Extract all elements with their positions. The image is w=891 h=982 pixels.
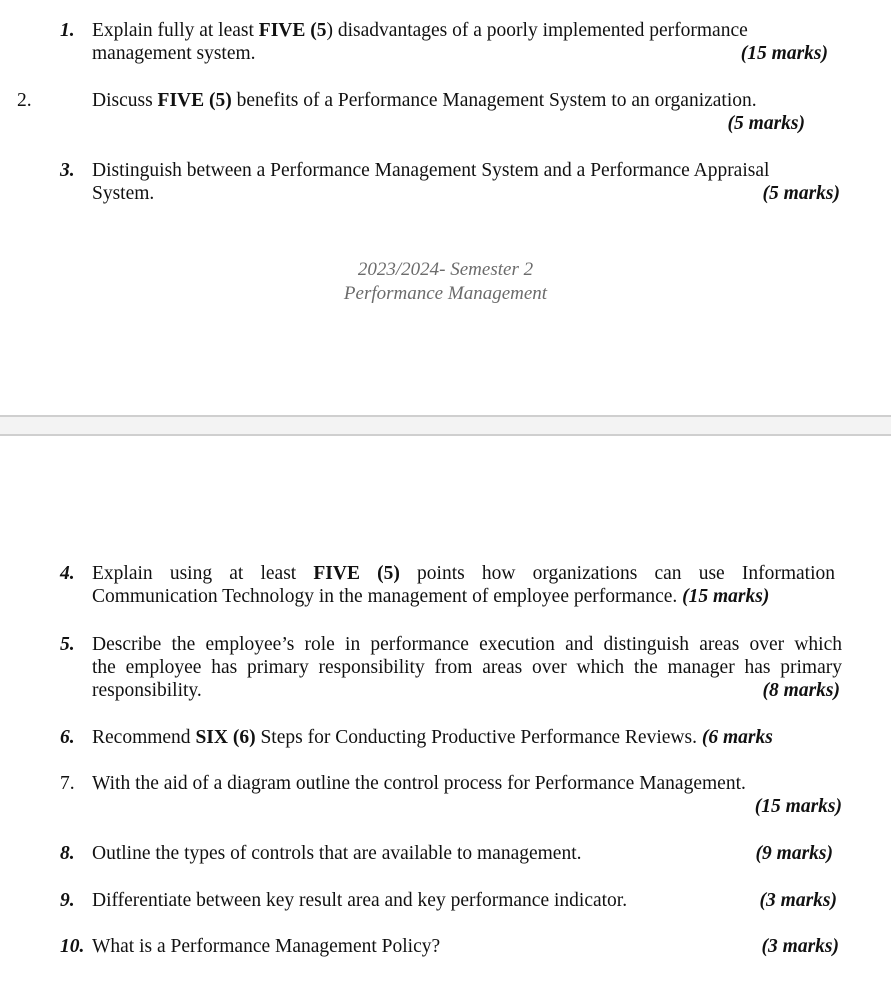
question-line: Explain using at least FIVE (5) points how organizations can use Information (92, 563, 836, 584)
question-number: 1. (60, 20, 75, 41)
question-text (92, 89, 757, 112)
question-line: Explain fully at least FIVE (5) disadvantages of a poorly implemented performance (92, 20, 748, 41)
footer-term: 2023/2024- Semester 2 (357, 259, 534, 280)
question-text (92, 889, 627, 912)
question-7 (0, 772, 891, 820)
question-marks: (8 marks) (762, 680, 840, 701)
question-marks: (15 marks) (754, 796, 842, 817)
footer-course: Performance Management (343, 283, 548, 304)
question-line: Discuss FIVE (5) benefits of a Performance Management System to an organization. (92, 90, 757, 111)
question-line: Distinguish between a Performance Management System and a Performance Appraisal (92, 160, 770, 181)
question-line: System. (92, 183, 155, 204)
question-text (92, 726, 773, 749)
question-10 (0, 935, 891, 959)
question-text (92, 935, 440, 958)
question-4 (0, 562, 891, 610)
question-text (92, 19, 748, 65)
question-line: Communication Technology in the management of employee performance. (15 marks) (92, 586, 770, 607)
page-bottom (0, 437, 891, 982)
question-number: 3. (60, 160, 75, 181)
question-number: 10. (60, 936, 85, 957)
question-text (92, 772, 746, 795)
question-line: What is a Performance Management Policy? (92, 936, 441, 957)
question-number: 8. (60, 843, 75, 864)
page-break (0, 415, 891, 436)
question-marks: (15 marks) (740, 43, 828, 64)
question-number: 7. (60, 773, 75, 794)
question-line: responsibility. (92, 680, 202, 701)
question-5 (0, 633, 891, 703)
question-line: Outline the types of controls that are available to management. (92, 843, 582, 864)
question-marks: (5 marks) (762, 183, 840, 204)
question-text (92, 633, 842, 702)
question-marks: (3 marks) (759, 890, 837, 911)
question-line: the employee has primary responsibility from areas over which the manager has primary (92, 657, 842, 678)
question-text (92, 842, 582, 865)
question-number: 4. (60, 563, 75, 584)
question-marks: (3 marks) (761, 936, 839, 957)
question-line: With the aid of a diagram outline the control process for Performance Management. (92, 773, 746, 794)
question-number: 9. (60, 890, 75, 911)
question-8 (0, 842, 891, 866)
question-line: Recommend SIX (6) Steps for Conducting Productive Performance Reviews. (6 marks (92, 727, 773, 748)
question-marks: (9 marks) (755, 843, 833, 864)
question-6 (0, 726, 891, 750)
question-line: Differentiate between key result area and key performance indicator. (92, 890, 628, 911)
question-text (92, 159, 769, 205)
question-9 (0, 889, 891, 913)
question-1 (0, 19, 891, 67)
question-marks: (5 marks) (727, 113, 805, 134)
question-3 (0, 159, 891, 207)
page-top (0, 0, 891, 416)
question-number: 5. (60, 634, 75, 655)
page-footer (0, 258, 891, 306)
question-number: 6. (60, 727, 75, 748)
question-number: 2. (17, 90, 32, 111)
question-line: management system. (92, 43, 256, 64)
question-text (92, 562, 835, 608)
question-2 (0, 89, 891, 137)
question-line: Describe the employee’s role in performance execution and distinguish areas over which (92, 634, 842, 655)
